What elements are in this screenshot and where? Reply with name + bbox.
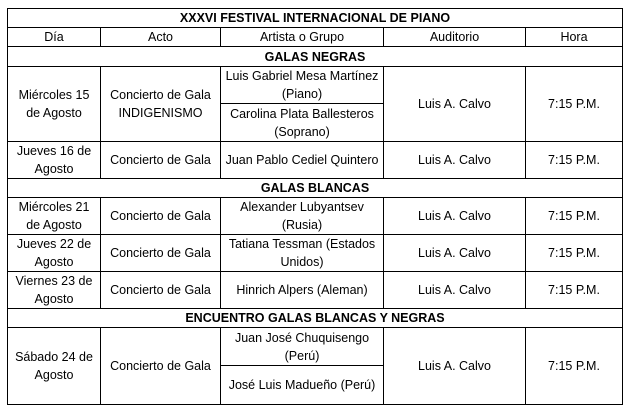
artista-cell: Tatiana Tessman (Estados Unidos) <box>221 235 384 272</box>
hora-cell: 7:15 P.M. <box>526 272 623 309</box>
artista-cell: Juan Pablo Cediel Quintero <box>221 142 384 179</box>
artista-cell: Hinrich Alpers (Aleman) <box>221 272 384 309</box>
acto-cell: Concierto de Gala INDIGENISMO <box>101 67 221 142</box>
header-acto: Acto <box>101 28 221 47</box>
acto-cell: Concierto de Gala <box>101 198 221 235</box>
table-row <box>8 142 623 179</box>
acto-cell: Concierto de Gala <box>101 235 221 272</box>
auditorio-cell: Luis A. Calvo <box>384 235 526 272</box>
section-heading: GALAS BLANCAS <box>8 179 623 198</box>
dia-cell: Miércoles 15 de Agosto <box>8 67 101 142</box>
dia-cell: Sábado 24 de Agosto <box>8 328 101 405</box>
hora-cell: 7:15 P.M. <box>526 67 623 142</box>
table-row <box>8 272 623 309</box>
table-row <box>8 328 623 366</box>
section-heading: ENCUENTRO GALAS BLANCAS Y NEGRAS <box>8 309 623 328</box>
dia-cell: Miércoles 21 de Agosto <box>8 198 101 235</box>
auditorio-cell: Luis A. Calvo <box>384 142 526 179</box>
artista-cell: José Luis Madueño (Perú) <box>221 366 384 405</box>
header-row <box>8 28 623 47</box>
table-row <box>8 67 623 104</box>
artista-cell: Alexander Lubyantsev (Rusia) <box>221 198 384 235</box>
table-row <box>8 198 623 235</box>
table-title: XXXVI FESTIVAL INTERNACIONAL DE PIANO <box>8 9 623 28</box>
header-artista: Artista o Grupo <box>221 28 384 47</box>
header-dia: Día <box>8 28 101 47</box>
table-row <box>8 235 623 272</box>
artista-cell: Carolina Plata Ballesteros (Soprano) <box>221 104 384 142</box>
hora-cell: 7:15 P.M. <box>526 142 623 179</box>
auditorio-cell: Luis A. Calvo <box>384 198 526 235</box>
acto-cell: Concierto de Gala <box>101 142 221 179</box>
header-hora: Hora <box>526 28 623 47</box>
acto-cell: Concierto de Gala <box>101 272 221 309</box>
artista-cell: Juan José Chuquisengo (Perú) <box>221 328 384 366</box>
auditorio-cell: Luis A. Calvo <box>384 272 526 309</box>
dia-cell: Viernes 23 de Agosto <box>8 272 101 309</box>
hora-cell: 7:15 P.M. <box>526 198 623 235</box>
artista-cell: Luis Gabriel Mesa Martínez (Piano) <box>221 67 384 104</box>
hora-cell: 7:15 P.M. <box>526 235 623 272</box>
auditorio-cell: Luis A. Calvo <box>384 328 526 405</box>
dia-cell: Jueves 22 de Agosto <box>8 235 101 272</box>
header-auditorio: Auditorio <box>384 28 526 47</box>
acto-cell: Concierto de Gala <box>101 328 221 405</box>
dia-cell: Jueves 16 de Agosto <box>8 142 101 179</box>
section-heading: GALAS NEGRAS <box>8 47 623 67</box>
auditorio-cell: Luis A. Calvo <box>384 67 526 142</box>
festival-schedule-table <box>7 8 623 405</box>
hora-cell: 7:15 P.M. <box>526 328 623 405</box>
